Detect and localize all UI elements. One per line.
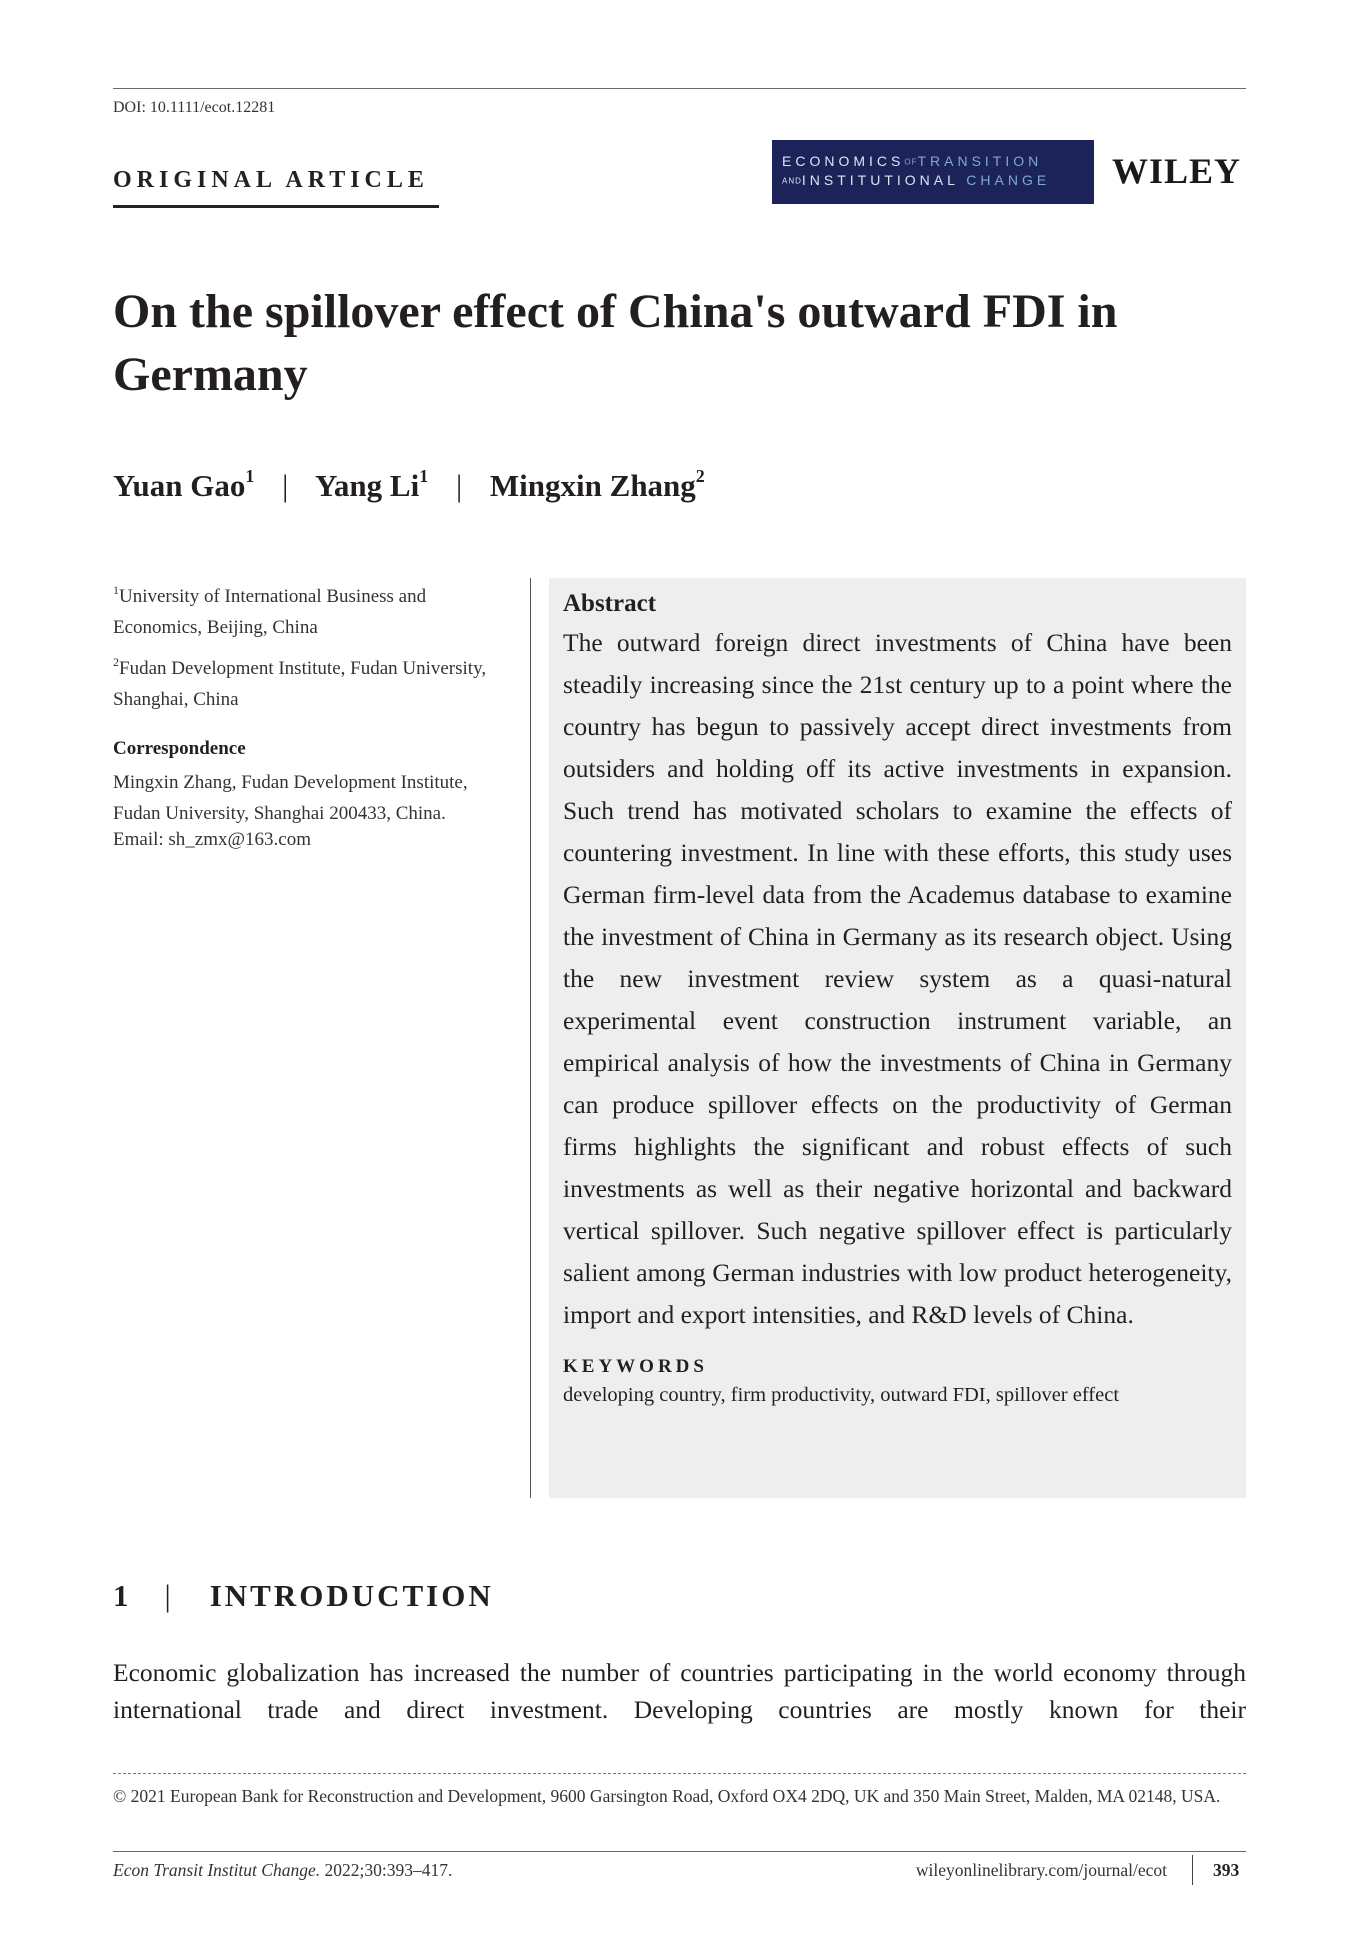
journal-logo-of: OF [904, 157, 918, 167]
section-number: 1 [113, 1578, 129, 1613]
keywords-list: developing country, firm productivity, outward FDI, spillover effect [563, 1384, 1120, 1406]
column-divider [530, 578, 531, 1498]
doi[interactable]: DOI: 10.1111/ecot.12281 [113, 99, 276, 116]
author-name[interactable]: Mingxin Zhang [489, 468, 696, 503]
author-separator: | [455, 468, 463, 503]
affiliations [113, 575, 513, 719]
journal-logo-change: CHANGE [966, 172, 1051, 189]
correspondence-heading: Correspondence [113, 738, 246, 759]
affiliation-marker: 2 [113, 655, 119, 669]
affiliation-text: Fudan Development Institute, Fudan University, Shanghai, China [113, 658, 487, 710]
author-affiliation-marker: 2 [695, 466, 705, 486]
author-affiliation-marker: 1 [245, 466, 255, 486]
footer-rule [113, 1851, 1246, 1852]
section-separator: | [164, 1578, 174, 1613]
section-heading [113, 1578, 494, 1614]
correspondence-details [113, 767, 473, 851]
article-type-underline [113, 205, 439, 208]
journal-logo-and: AND [782, 176, 802, 186]
paper-title: On the spillover effect of China's outward FDI in Germany [113, 285, 1118, 401]
section-title: INTRODUCTION [209, 1578, 494, 1613]
page-number: 393 [1213, 1860, 1240, 1880]
copyright-notice: © 2021 European Bank for Reconstruction and Development, 9600 Garsington Road, Oxford OX4 2DQ, UK and 350 Main Street, Malden, MA 02148, USA. [113, 1786, 1221, 1806]
article-type: ORIGINAL ARTICLE [113, 167, 429, 193]
author-separator: | [282, 468, 289, 503]
affiliation-marker: 1 [113, 583, 119, 597]
keywords-heading: KEYWORDS [563, 1356, 708, 1377]
citation-journal: Econ Transit Institut Change. [113, 1860, 321, 1880]
abstract-text: The outward foreign direct investments of China have been steadily increasing since the 21st century up to a point where the country has begun to passively accept direct investments from outsiders and holding off its active investments in expansion. Such trend has motivated scholars to examine the effects of countering investment. In line with these efforts, this study uses German firm-level data from the Academus database to examine the investment of China in Germany as its research object. Using the new investment review system as a quasi-natural experimental event construction instrument variable, an empirical analysis of how the investments of China in Germany can produce spillover effects on the productivity of German firms highlights the significant and robust effects of such investments as well as their negative horizontal and backward vertical spillover. Such negative spillover effect is particularly salient among German industries with low product heterogeneity, import and export intensities, and R&D levels of China. [563, 628, 1232, 1329]
abstract-box [549, 578, 1246, 1498]
author-affiliation-marker: 1 [419, 466, 429, 486]
affiliation-text: University of International Business and Economics, Beijing, China [113, 586, 427, 638]
footer-separator [1192, 1855, 1193, 1885]
author-name[interactable]: Yuan Gao [113, 468, 246, 503]
citation-volume: 2022;30:393–417. [324, 1860, 453, 1880]
journal-logo-transition: TRANSITION [917, 153, 1043, 169]
journal-citation [113, 1860, 452, 1881]
correspondence-text: Mingxin Zhang, Fudan Development Institute, Fudan University, Shanghai 200433, China. [113, 772, 468, 824]
journal-website-link[interactable]: wileyonlinelibrary.com/journal/ecot [915, 1860, 1167, 1880]
correspondence-email[interactable]: Email: sh_zmx@163.com [113, 829, 311, 850]
author-name[interactable]: Yang Li [314, 468, 420, 503]
footnote-divider [113, 1773, 1246, 1774]
journal-logo-institutional: INSTITUTIONAL [801, 172, 959, 189]
journal-logo [772, 140, 1094, 204]
affiliation-item [113, 647, 513, 715]
affiliation-item [113, 575, 513, 643]
journal-logo-economics: ECONOMICS [782, 153, 905, 169]
abstract-heading: Abstract [563, 590, 657, 617]
publisher-logo: WILEY [1112, 151, 1242, 191]
introduction-text: Economic globalization has increased the number of countries participating in the world economy through international trade and direct investment. Developing countries are mostly known for their [113, 1658, 1246, 1724]
author-list [113, 466, 705, 504]
top-rule [113, 88, 1246, 89]
